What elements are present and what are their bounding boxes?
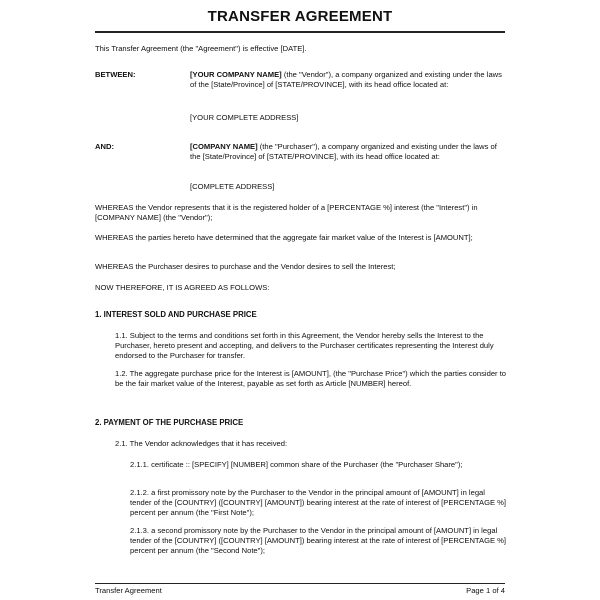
- footer-document-name: Transfer Agreement: [95, 586, 162, 595]
- now-therefore-paragraph: NOW THEREFORE, IT IS AGREED AS FOLLOWS:: [95, 283, 270, 292]
- vendor-address: [YOUR COMPLETE ADDRESS]: [190, 113, 299, 122]
- whereas-paragraph: WHEREAS the parties hereto have determined that the aggregate fair market value of the Interest is [AMOUNT];: [95, 233, 473, 242]
- clause-2-1-1: 2.1.1. certificate :: [SPECIFY] [NUMBER] common share of the Purchaser (the "Purchaser Share");: [130, 460, 463, 469]
- purchaser-party-desc: (the "Purchaser"), a company organized and existing under the laws of the [State/Province] of [STATE/PROVINCE], with its head office located at:: [190, 142, 497, 161]
- footer-page-number: Page 1 of 4: [466, 586, 505, 595]
- purchaser-address: [COMPLETE ADDRESS]: [190, 182, 275, 191]
- vendor-party-name: [YOUR COMPANY NAME]: [190, 70, 282, 79]
- between-label: BETWEEN:: [95, 70, 136, 79]
- clause-1-2: 1.2. The aggregate purchase price for the Interest is [AMOUNT], (the "Purchase Price") which the parties consider to be the fair market value of the Interest, payable as set forth as Article [NUMBER] hereof.: [115, 369, 507, 388]
- whereas-paragraph: WHEREAS the Vendor represents that it is the registered holder of a [PERCENTAGE %] interest (the "Interest") in [COMPANY NAME] (the "Vendor");: [95, 203, 478, 222]
- vendor-party-desc: (the "Vendor"), a company organized and existing under the laws of the [State/Province] of [STATE/PROVINCE], with its head office located at:: [190, 70, 502, 89]
- clause-2-1-3: 2.1.3. a second promissory note by the Purchaser to the Vendor in the principal amount of [AMOUNT] in legal tender of the [COUNTRY] ([COUNTRY] [AMOUNT]) bearing interest at the rate of interest of [PERCENTAGE %] percent per annum (the "Second Note");: [130, 526, 507, 555]
- footer-rule: [95, 583, 505, 584]
- clause-1-1: 1.1. Subject to the terms and conditions set forth in this Agreement, the Vendor hereby sells the Interest to the Purchaser, hereto present and accepting, and delivers to the Purchaser certificates representing the Interest duly endorsed to the Purchaser for transfer.: [115, 331, 494, 360]
- and-label: AND:: [95, 142, 114, 151]
- intro-paragraph: This Transfer Agreement (the "Agreement") is effective [DATE].: [95, 44, 307, 53]
- vendor-party-block: [190, 70, 508, 90]
- title-underline: [95, 31, 505, 33]
- whereas-paragraph: WHEREAS the Purchaser desires to purchase and the Vendor desires to sell the Interest;: [95, 262, 396, 271]
- clause-2-1-2: 2.1.2. a first promissory note by the Purchaser to the Vendor in the principal amount of [AMOUNT] in legal tender of the [COUNTRY] ([COUNTRY] [AMOUNT]) bearing interest at the rate of interest of [PERCENTAGE %] percent per annum (the "First Note");: [130, 488, 507, 517]
- section-1-heading: 1. INTEREST SOLD AND PURCHASE PRICE: [95, 310, 257, 319]
- document-title: TRANSFER AGREEMENT: [207, 8, 393, 25]
- section-2-heading: 2. PAYMENT OF THE PURCHASE PRICE: [95, 418, 244, 427]
- purchaser-party-name: [COMPANY NAME]: [190, 142, 258, 151]
- clause-2-1: 2.1. The Vendor acknowledges that it has received:: [115, 439, 288, 448]
- purchaser-party-block: [190, 142, 508, 162]
